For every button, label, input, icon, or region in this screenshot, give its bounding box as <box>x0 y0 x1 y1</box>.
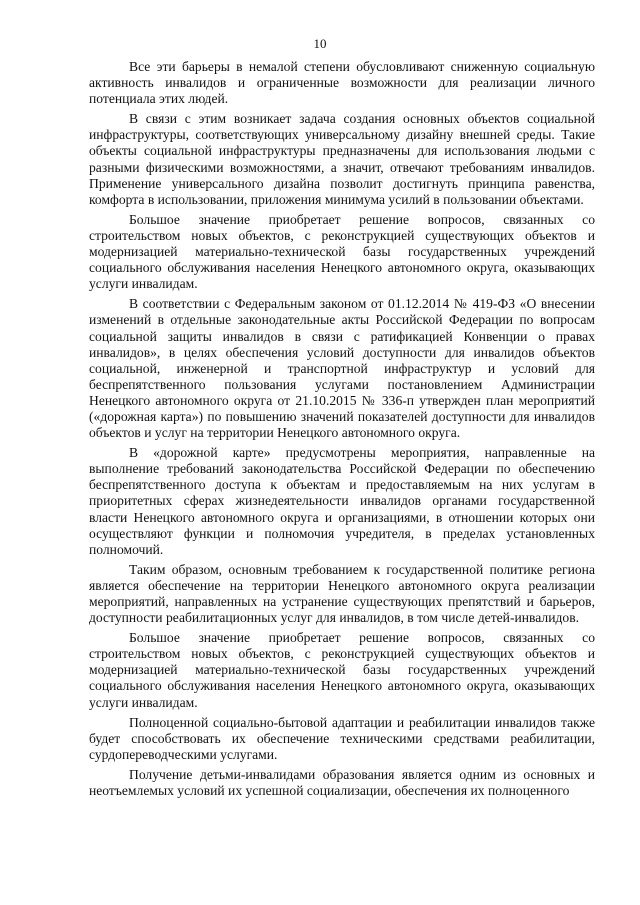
page-number: 10 <box>313 36 327 51</box>
paragraph-universal-design: В связи с этим возникает задача создания основных объектов социальной инфраструктуры, соответствующих универсальному дизайну внешней среды. Такие объекты социальной инфраструктуры предназначены для использования людьми с разными физическими возможностями, а значит, отвечают требованиям инвалидов. Применение универсального дизайна позволит достигнуть принципа равенства, комфорта в использовании, приложения минимума усилий в пользовании объектами. <box>89 111 595 207</box>
paragraph-construction: Большое значение приобретает решение вопросов, связанных со строительством новых объектов, с реконструкцией существующих объектов и модернизацией материально-технической базы государственных учреждений социального обслуживания населения Ненецкого автономного округа, оказывающих услуги инвалидам. <box>89 211 595 292</box>
paragraph-construction-repeat: Большое значение приобретает решение вопросов, связанных со строительством новых объектов, с реконструкцией существующих объектов и модернизацией материально-технической базы государственных учреждений социального обслуживания населения Ненецкого автономного округа, оказывающих услуги инвалидам. <box>89 630 595 710</box>
paragraph-barriers: Все эти барьеры в немалой степени обусловливают сниженную социальную активность инвалидов и ограниченные возможности для реализации личного потенциала этих людей. <box>89 59 595 107</box>
document-body <box>89 59 595 803</box>
paragraph-road-map: В «дорожной карте» предусмотрены мероприятия, направленные на выполнение требований законодательства Российской Федерации по обеспечению беспрепятственного доступа к объектам и предоставляемым на них услугам в приоритетных сферах жизнедеятельности инвалидов органами государственной власти Ненецкого автономного округа и организациями, в отношении которых они осуществляют функции и полномочия учредителя, в пределах установленных полномочий. <box>89 445 595 557</box>
paragraph-federal-law: В соответствии с Федеральным законом от 01.12.2014 № 419-ФЗ «О внесении изменений в отдельные законодательные акты Российской Федерации по вопросам социальной защиты инвалидов в связи с ратификацией Конвенции о правах инвалидов», в целях обеспечения условий доступности для инвалидов объектов социальной, инженерной и транспортной инфраструктур и условий для беспрепятственного пользования услугами постановлением Администрации Ненецкого автономного округа от 21.10.2015 № 336-п утвержден план мероприятий («дорожная карта») по повышению значений показателей доступности для инвалидов объектов и услуг на территории Ненецкого автономного округа. <box>89 296 595 441</box>
paragraph-regional-policy: Таким образом, основным требованием к государственной политике региона является обеспечение на территории Ненецкого автономного округа реализации мероприятий, направленных на устранение существующих препятствий и барьеров, доступности реабилитационных услуг для инвалидов, в том числе детей-инвалидов. <box>89 561 595 626</box>
paragraph-education: Получение детьми-инвалидами образования является одним из основных и неотъемлемых условий их успешной социализации, обеспечения их полноценного <box>89 766 595 799</box>
paragraph-adaptation: Полноценной социально-бытовой адаптации и реабилитации инвалидов также будет способствовать их обеспечение техническими средствами реабилитации, сурдопереводческими услугами. <box>89 714 595 762</box>
